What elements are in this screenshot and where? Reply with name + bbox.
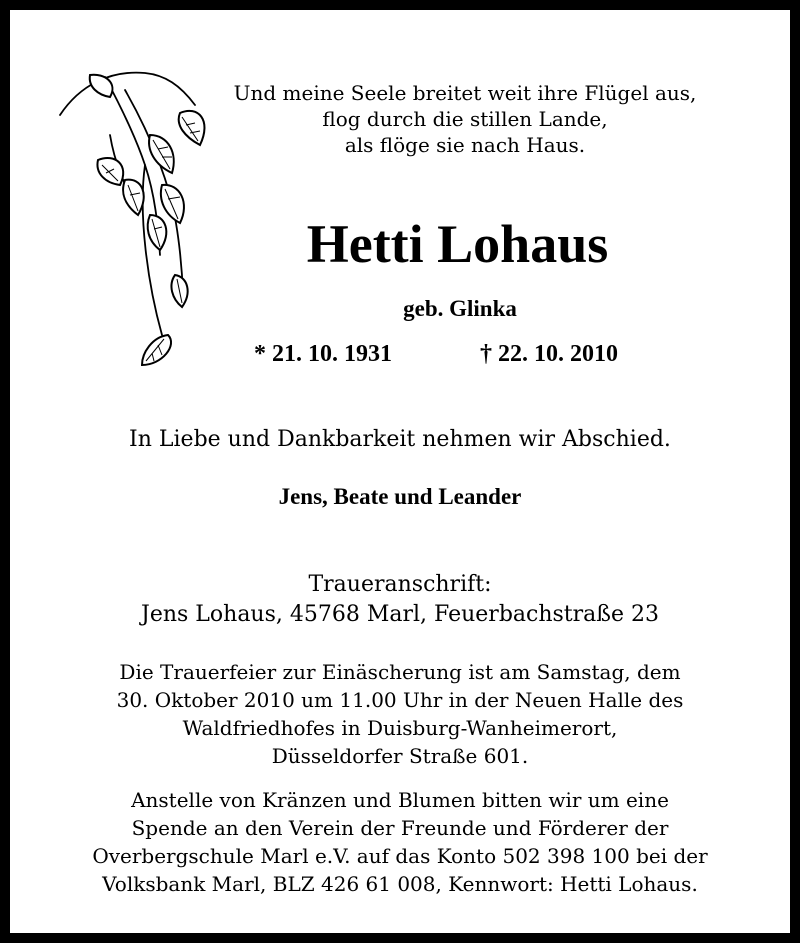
donation-line: Overbergschule Marl e.V. auf das Konto 502 398 100 bei der	[92, 844, 708, 868]
birth-date: * 21. 10. 1931	[254, 341, 392, 367]
poem-line: Und meine Seele breitet weit ihre Flügel aus,	[233, 81, 697, 105]
donation-line: Volksbank Marl, BLZ 426 61 008, Kennwort: Hetti Lohaus.	[102, 872, 698, 896]
ceremony-line: 30. Oktober 2010 um 11.00 Uhr in der Neuen Halle des	[116, 688, 684, 712]
address-line: Jens Lohaus, 45768 Marl, Feuerbachstraße 23	[141, 602, 659, 627]
donation-line: Spende an den Verein der Freunde und Förderer der	[131, 816, 669, 840]
ceremony-line: Düsseldorfer Straße 601.	[271, 744, 529, 768]
death-date: † 22. 10. 2010	[480, 341, 618, 367]
address-label: Traueranschrift:	[308, 572, 492, 597]
birch-branch-icon	[50, 65, 220, 375]
poem	[210, 80, 720, 158]
poem-line: flog durch die stillen Lande,	[322, 107, 608, 131]
deceased-name: Hetti Lohaus	[306, 214, 609, 274]
maiden-name: geb. Glinka	[403, 296, 517, 321]
donation-request	[10, 786, 790, 898]
ceremony-line: Waldfriedhofes in Duisburg-Wanheimerort,	[182, 716, 618, 740]
donation-line: Anstelle von Kränzen und Blumen bitten wir um eine	[131, 788, 669, 812]
family-names: Jens, Beate und Leander	[278, 484, 522, 509]
ceremony-info	[10, 658, 790, 770]
farewell-text: In Liebe und Dankbarkeit nehmen wir Abschied.	[129, 427, 671, 452]
poem-line: als flöge sie nach Haus.	[344, 133, 586, 157]
mourning-address	[10, 570, 790, 630]
ceremony-line: Die Trauerfeier zur Einäscherung ist am Samstag, dem	[119, 660, 681, 684]
